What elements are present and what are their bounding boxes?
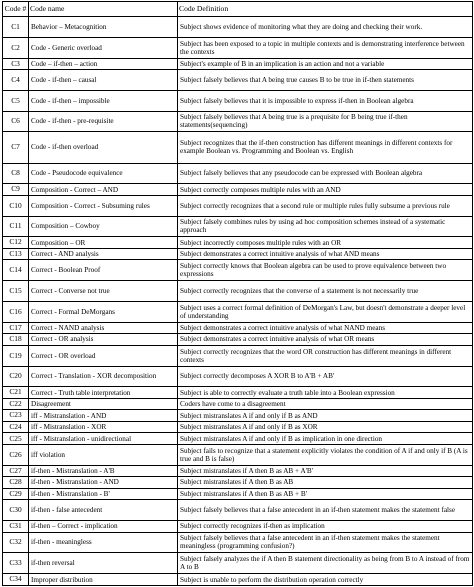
- definition-cell: Subject correctly recognizes that the word OR construction has different meanings in different contexts: [178, 345, 473, 366]
- definition-cell: Subject falsely believes that any pseudocode can be expressed with Boolean algebra: [178, 163, 473, 184]
- code-cell: C20: [3, 366, 29, 387]
- definition-cell: Subject is unable to perform the distribution operation correctly: [178, 574, 473, 586]
- code-name-cell: Code - if-then - pre-requisite: [29, 111, 178, 132]
- table-row: [3, 37, 473, 58]
- code-cell: C26: [3, 444, 29, 465]
- code-cell: C9: [3, 184, 29, 196]
- definition-cell: Subject's example of B in an implication is an action and not a variable: [178, 58, 473, 70]
- code-cell: C15: [3, 281, 29, 302]
- code-cell: C25: [3, 433, 29, 445]
- code-name-cell: Correct - Formal DeMorgans: [29, 301, 178, 322]
- table-row: [3, 500, 473, 521]
- header-code-definition: Code Definition: [178, 2, 473, 17]
- definition-cell: Subject falsely believes that a false antecedent in an if-then statement makes the statement false: [178, 500, 473, 521]
- code-name-cell: iff - Mistranslation - unidirectional: [29, 433, 178, 445]
- code-name-cell: Correct - AND analysis: [29, 248, 178, 260]
- code-cell: C27: [3, 465, 29, 477]
- definition-cell: Subject demonstrates a correct intuitive analysis of what AND means: [178, 248, 473, 260]
- code-cell: C34: [3, 574, 29, 586]
- table-row: [3, 387, 473, 399]
- code-cell: C22: [3, 398, 29, 410]
- definition-cell: Subject correctly composes multiple rules with an AND: [178, 184, 473, 196]
- code-name-cell: Correct - Translation - XOR decomposition: [29, 366, 178, 387]
- definition-cell: Subject mistranslates A if and only if B as AND: [178, 410, 473, 422]
- code-cell: C1: [3, 17, 29, 38]
- definition-cell: Coders have come to a disagreement: [178, 398, 473, 410]
- code-name-cell: Correct - NAND analysis: [29, 322, 178, 334]
- code-definition-table: [2, 1, 473, 586]
- table-row: [3, 111, 473, 132]
- definition-cell: Subject fails to recognize that a statement explicitly violates the condition of A if and only if B (A is true and B is false): [178, 444, 473, 465]
- table-row: [3, 433, 473, 445]
- table-row: [3, 532, 473, 553]
- code-cell: C5: [3, 90, 29, 111]
- code-cell: C19: [3, 345, 29, 366]
- code-cell: C12: [3, 237, 29, 249]
- code-cell: C6: [3, 111, 29, 132]
- code-name-cell: Composition – OR: [29, 237, 178, 249]
- table-row: [3, 410, 473, 422]
- definition-cell: Subject mistranslates if A then B as AB: [178, 477, 473, 489]
- table-row: [3, 488, 473, 500]
- code-name-cell: Correct - OR overload: [29, 345, 178, 366]
- code-name-cell: iff violation: [29, 444, 178, 465]
- code-cell: C29: [3, 488, 29, 500]
- code-name-cell: if-then - meaningless: [29, 532, 178, 553]
- definition-cell: Subject is able to correctly evaluate a truth table into a Boolean expression: [178, 387, 473, 399]
- header-code: Code #: [3, 2, 29, 17]
- code-cell: C33: [3, 553, 29, 574]
- code-cell: C8: [3, 163, 29, 184]
- code-name-cell: Behavior – Metacognition: [29, 17, 178, 38]
- table-row: [3, 398, 473, 410]
- definition-cell: Subject mistranslates A if and only if B as XOR: [178, 421, 473, 433]
- code-name-cell: Code - if-then – impossible: [29, 90, 178, 111]
- code-name-cell: iff - Mistranslation - XOR: [29, 421, 178, 433]
- code-cell: C28: [3, 477, 29, 489]
- table-row: [3, 322, 473, 334]
- code-name-cell: if-then - false antecedent: [29, 500, 178, 521]
- table-row: [3, 334, 473, 346]
- code-name-cell: Correct - Converse not true: [29, 281, 178, 302]
- table-row: [3, 477, 473, 489]
- code-name-cell: if-then - Mistranslation - AND: [29, 477, 178, 489]
- table-row: [3, 237, 473, 249]
- table-body: [3, 17, 473, 586]
- table-row: [3, 301, 473, 322]
- table-row: [3, 17, 473, 38]
- table-row: [3, 574, 473, 586]
- table-row: [3, 163, 473, 184]
- definition-cell: Subject falsely believes that A being true causes B to be true in if-then statements: [178, 70, 473, 91]
- definition-cell: Subject falsely combines rules by using ad hoc composition schemes instead of a systematic approach: [178, 216, 473, 237]
- code-name-cell: Composition - Correct – AND: [29, 184, 178, 196]
- table-row: [3, 248, 473, 260]
- table-row: [3, 444, 473, 465]
- definition-cell: Subject mistranslates if A then B as AB + A'B': [178, 465, 473, 477]
- code-cell: C11: [3, 216, 29, 237]
- code-cell: C18: [3, 334, 29, 346]
- table-row: [3, 195, 473, 216]
- table-row: [3, 366, 473, 387]
- table-row: [3, 421, 473, 433]
- code-name-cell: if-then reversal: [29, 553, 178, 574]
- code-cell: C32: [3, 532, 29, 553]
- code-cell: C30: [3, 500, 29, 521]
- code-cell: C10: [3, 195, 29, 216]
- table-row: [3, 281, 473, 302]
- table-row: [3, 465, 473, 477]
- definition-cell: Subject mistranslates if A then B as AB + B': [178, 488, 473, 500]
- code-name-cell: Disagreement: [29, 398, 178, 410]
- definition-cell: Subject incorrectly composes multiple rules with an OR: [178, 237, 473, 249]
- code-cell: C23: [3, 410, 29, 422]
- definition-cell: Subject falsely believes that a false antecedent in an if-then statement makes the statement meaningless (programming confusion?): [178, 532, 473, 553]
- definition-cell: Subject falsely analyzes the if A then B statement directionality as being from B to A instead of from A to B: [178, 553, 473, 574]
- definition-cell: Subject correctly knows that Boolean algebra can be used to prove equivalence between two expressions: [178, 260, 473, 281]
- definition-cell: Subject demonstrates a correct intuitive analysis of what OR means: [178, 334, 473, 346]
- code-cell: C16: [3, 301, 29, 322]
- definition-cell: Subject falsely believes that it is impossible to express if-then in Boolean algebra: [178, 90, 473, 111]
- code-cell: C31: [3, 521, 29, 533]
- definition-cell: Subject correctly recognizes that a second rule or multiple rules fully subsume a previous rule: [178, 195, 473, 216]
- code-cell: C7: [3, 132, 29, 163]
- definition-cell: Subject recognizes that the if-then construction has different meanings in different contexts for example Boolean vs. Programming and Boolean vs. English: [178, 132, 473, 163]
- code-name-cell: if-then - Mistranslation - B': [29, 488, 178, 500]
- code-name-cell: Code - if-then – causal: [29, 70, 178, 91]
- table-row: [3, 58, 473, 70]
- table-header-row: [3, 2, 473, 17]
- code-cell: C2: [3, 37, 29, 58]
- code-name-cell: Code - Generic overload: [29, 37, 178, 58]
- code-cell: C13: [3, 248, 29, 260]
- definition-cell: Subject shows evidence of monitoring what they are doing and checking their work.: [178, 17, 473, 38]
- definition-cell: Subject correctly recognizes that the converse of a statement is not necessarily true: [178, 281, 473, 302]
- table-row: [3, 184, 473, 196]
- code-name-cell: Correct - Truth table interpretation: [29, 387, 178, 399]
- code-name-cell: if-then – Correct - implication: [29, 521, 178, 533]
- code-cell: C21: [3, 387, 29, 399]
- code-cell: C17: [3, 322, 29, 334]
- definition-cell: Subject mistranslates A if and only if B as implication in one direction: [178, 433, 473, 445]
- definition-cell: Subject demonstrates a correct intuitive analysis of what NAND means: [178, 322, 473, 334]
- code-name-cell: Code - if-then overload: [29, 132, 178, 163]
- table-row: [3, 553, 473, 574]
- code-name-cell: Correct - Boolean Proof: [29, 260, 178, 281]
- header-code-name: Code name: [29, 2, 178, 17]
- code-name-cell: Code - Pseudocode equivalence: [29, 163, 178, 184]
- code-cell: C4: [3, 70, 29, 91]
- definition-cell: Subject correctly decomposes A XOR B to A'B + AB': [178, 366, 473, 387]
- definition-cell: Subject has been exposed to a topic in multiple contexts and is demonstrating interference between the contexts: [178, 37, 473, 58]
- table-row: [3, 70, 473, 91]
- table-row: [3, 521, 473, 533]
- table-row: [3, 216, 473, 237]
- table-row: [3, 345, 473, 366]
- code-name-cell: Correct - OR analysis: [29, 334, 178, 346]
- code-name-cell: Composition - Correct - Subsuming rules: [29, 195, 178, 216]
- code-cell: C14: [3, 260, 29, 281]
- definition-cell: Subject correctly recognizes if-then as implication: [178, 521, 473, 533]
- table-row: [3, 132, 473, 163]
- definition-cell: Subject uses a correct formal definition of DeMorgan's Law, but doesn't demonstrate a deeper level of understanding: [178, 301, 473, 322]
- definition-cell: Subject falsely believes that A being true is a prequisite for B being true if-then statements(sequencing): [178, 111, 473, 132]
- table-row: [3, 90, 473, 111]
- code-name-cell: Composition – Cowboy: [29, 216, 178, 237]
- code-cell: C3: [3, 58, 29, 70]
- code-name-cell: Code – if-then – action: [29, 58, 178, 70]
- code-name-cell: Improper distribution: [29, 574, 178, 586]
- code-name-cell: iff - Mistranslation - AND: [29, 410, 178, 422]
- code-cell: C24: [3, 421, 29, 433]
- code-name-cell: if-then - Mistranslation - A'B: [29, 465, 178, 477]
- table-row: [3, 260, 473, 281]
